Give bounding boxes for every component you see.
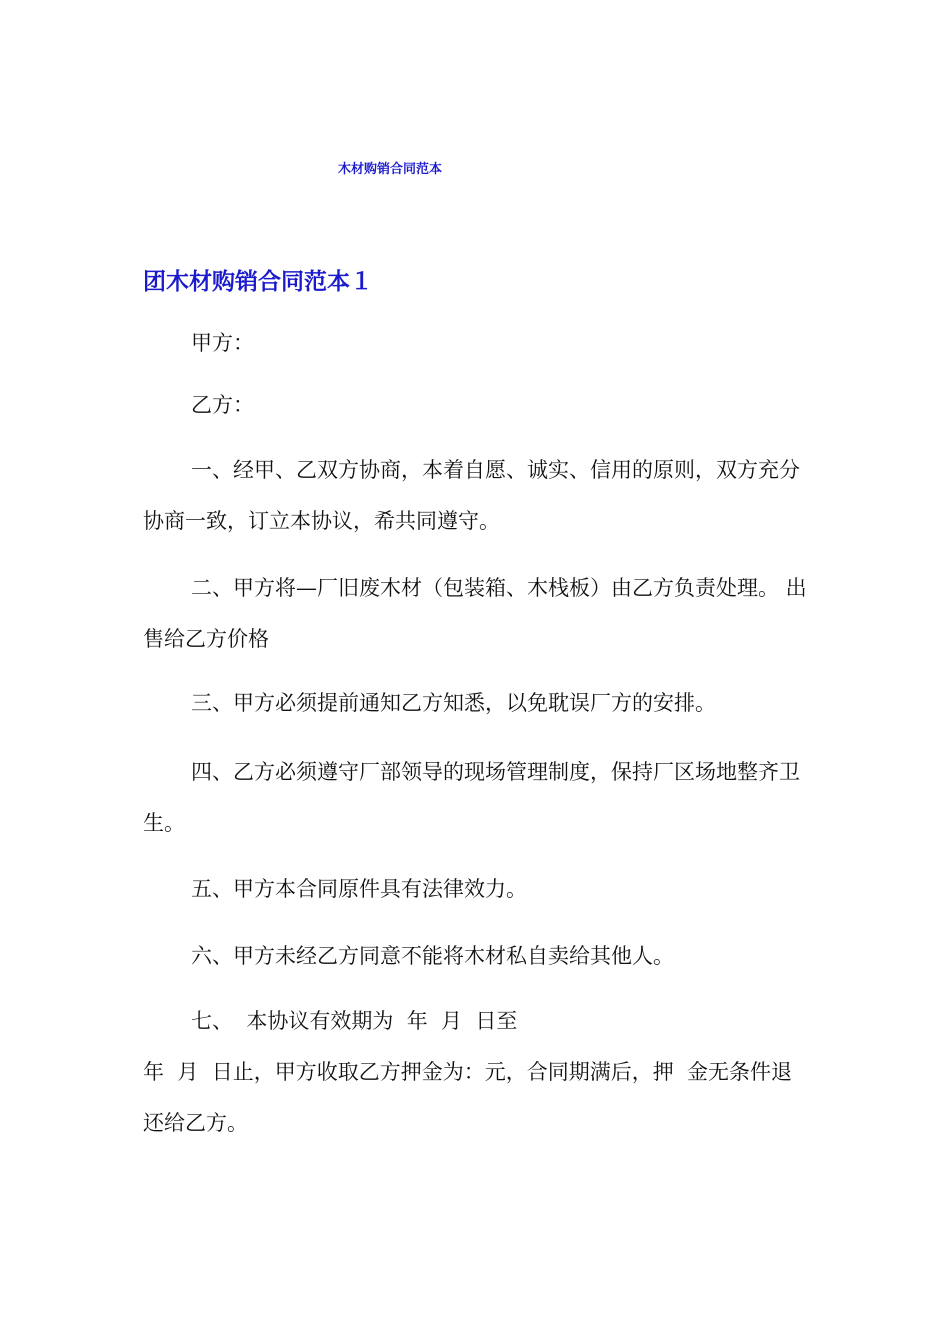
header-title: 木材购销合同范本 (337, 162, 442, 177)
clause-7-continuation: 年 月 日止，甲方收取乙方押金为：元，合同期满后，押 金无条件退还给乙方。 (143, 1060, 793, 1135)
party-b-line: 乙方： (191, 393, 254, 417)
document-title: 团木材购销合同范本１ (143, 269, 373, 295)
clause-5: 五、甲方本合同原件具有法律效力。 (191, 877, 527, 901)
clause-2: 二、甲方将—厂旧废木材（包装箱、木栈板）由乙方负责处理。 出售给乙方价格 (143, 576, 807, 651)
party-a-line: 甲方： (191, 331, 254, 355)
clause-4: 四、乙方必须遵守厂部领导的现场管理制度，保持厂区场地整齐卫生。 (143, 760, 800, 835)
clause-3: 三、甲方必须提前通知乙方知悉，以免耽误厂方的安排。 (191, 691, 716, 715)
clause-6: 六、甲方未经乙方同意不能将木材私自卖给其他人。 (191, 944, 674, 968)
clause-1: 一、经甲、乙双方协商，本着自愿、诚实、信用的原则，双方充分协商一致，订立本协议，希共同遵守。 (143, 458, 800, 533)
clause-7-first-line: 七、 本协议有效期为 年 月 日至 (191, 1009, 518, 1033)
